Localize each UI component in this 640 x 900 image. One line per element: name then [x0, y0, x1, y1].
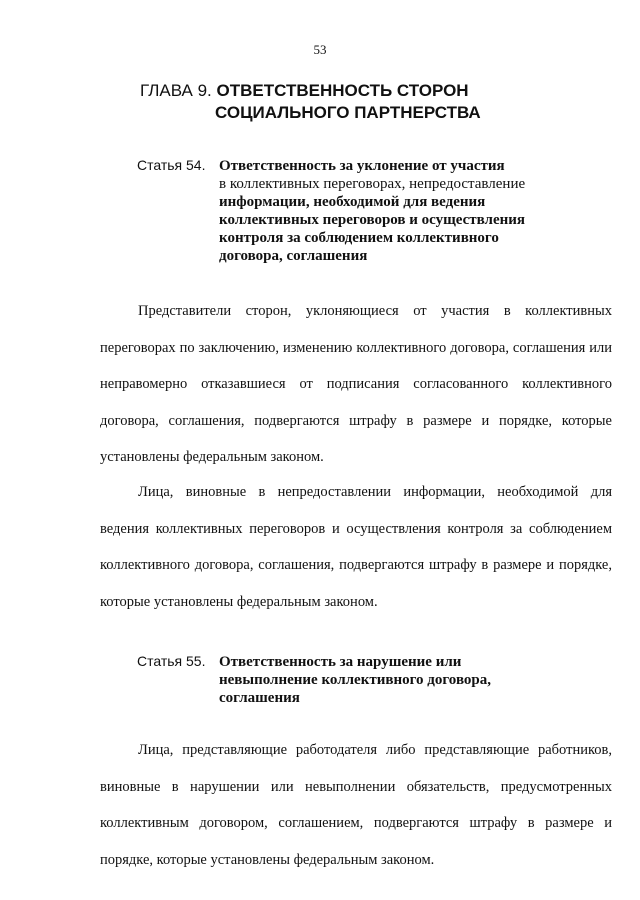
chapter-title-line-2: СОЦИАЛЬНОГО ПАРТНЕРСТВА	[215, 103, 481, 122]
article-54-title-line: Ответственность за уклонение от участия	[219, 158, 505, 174]
chapter-heading-line-1	[140, 80, 580, 102]
article-54-title-line: в коллективных переговорах, непредоставление	[219, 176, 526, 192]
article-54-title-line: коллективных переговоров и осуществления	[219, 212, 526, 228]
chapter-heading	[140, 80, 580, 124]
article-54-label: Статья 54.	[137, 157, 206, 173]
article-55-heading-line	[137, 652, 607, 671]
article-55-label: Статья 55.	[137, 653, 206, 669]
chapter-heading-line-2	[140, 102, 580, 124]
article-54-paragraph-1: Представители сторон, уклоняющиеся от участия в коллективных переговорах по заключению, изменению коллективного договора, соглашения или неправомерно отказавшиеся от подписания согласованного коллективного договора, соглашения, подвергаются штрафу в размере и порядке, которые установлены федеральным законом.	[100, 303, 612, 465]
article-55-heading	[137, 652, 607, 707]
article-55-paragraph-1: Лица, представляющие работодателя либо представляющие работников, виновные в нарушении или невыполнении обязательств, предусмотренных коллективным договором, соглашением, подвергаются штрафу в размере и порядке, которые установлены федеральным законом.	[100, 742, 612, 868]
article-54-paragraph-2: Лица, виновные в непредоставлении информации, необходимой для ведения коллективных переговоров и осуществления контроля за соблюдением коллективного договора, соглашения, подвергаются штрафу в размере и порядке, которые установлены федеральным законом.	[100, 484, 612, 610]
article-55-title-line: соглашения	[219, 690, 300, 706]
article-55-title-line: невыполнение коллективного договора,	[219, 672, 492, 688]
chapter-label: ГЛАВА 9.	[140, 81, 212, 100]
article-54-title-line: договора, соглашения	[219, 248, 368, 264]
article-54-title-line: информации, необходимой для ведения	[219, 194, 486, 210]
article-54-heading-line	[137, 156, 607, 175]
article-54-heading	[137, 156, 607, 265]
article-55-title-line: Ответственность за нарушение или	[219, 654, 462, 670]
page-number: 53	[313, 42, 327, 57]
chapter-title-line-1: ОТВЕТСТВЕННОСТЬ СТОРОН	[216, 81, 469, 100]
article-54-title-line: контроля за соблюдением коллективного	[219, 230, 499, 246]
